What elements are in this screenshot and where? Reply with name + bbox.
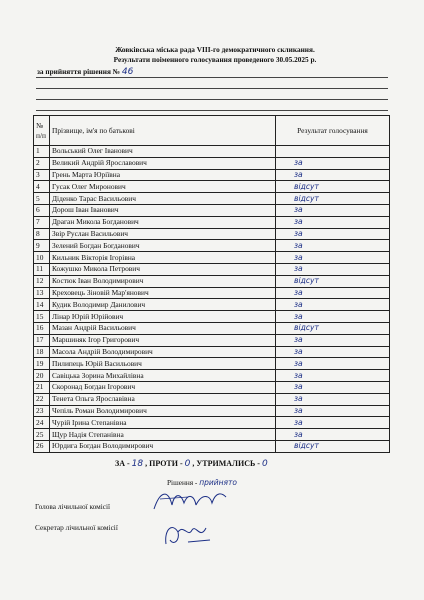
table-row xyxy=(34,311,390,323)
vote-result: за xyxy=(294,158,303,168)
row-number: 19 xyxy=(34,358,50,370)
row-number: 15 xyxy=(34,311,50,323)
vote-result: за xyxy=(294,382,303,392)
table-row xyxy=(34,157,390,169)
table-row xyxy=(34,393,390,405)
deputy-name: Чепіль Роман Володимирович xyxy=(50,405,276,417)
deputy-name: Костюк Іван Володимирович xyxy=(50,275,276,287)
vote-cell xyxy=(276,157,390,169)
table-row xyxy=(34,181,390,193)
row-number: 1 xyxy=(34,146,50,158)
vote-result: за xyxy=(294,299,303,309)
row-number: 3 xyxy=(34,169,50,181)
vote-cell xyxy=(276,181,390,193)
vote-result: за xyxy=(294,335,303,345)
table-row xyxy=(34,440,390,452)
row-number: 7 xyxy=(34,216,50,228)
deputy-name: Тенета Ольга Ярославівна xyxy=(50,393,276,405)
row-number: 6 xyxy=(34,204,50,216)
row-number: 24 xyxy=(34,417,50,429)
za-label: ЗА - xyxy=(115,459,130,468)
row-number: 20 xyxy=(34,370,50,382)
vote-result: відсут xyxy=(294,181,319,191)
chair-signature xyxy=(150,485,230,515)
row-number: 2 xyxy=(34,157,50,169)
vote-cell xyxy=(276,193,390,205)
vote-cell xyxy=(276,216,390,228)
deputy-name: Кильник Вікторія Ігорівна xyxy=(50,252,276,264)
deputy-name: Маршиняк Ігор Григорович xyxy=(50,334,276,346)
vote-cell xyxy=(276,381,390,393)
vote-cell xyxy=(276,299,390,311)
vote-result: за xyxy=(294,205,303,215)
vote-cell xyxy=(276,287,390,299)
blank-line xyxy=(36,88,388,89)
vote-cell xyxy=(276,393,390,405)
vote-cell xyxy=(276,440,390,452)
deputy-name: Кудик Володимир Данилович xyxy=(50,299,276,311)
resolution-label: Рішення - xyxy=(167,478,198,487)
deputy-name: Скоронад Богдан Ігорович xyxy=(50,381,276,393)
row-number: 17 xyxy=(34,334,50,346)
table-row xyxy=(34,429,390,441)
vote-cell xyxy=(276,252,390,264)
deputy-name: Кожушко Микола Петрович xyxy=(50,263,276,275)
col-number-header: № п/п xyxy=(34,116,50,146)
decision-line xyxy=(37,67,133,77)
row-number: 22 xyxy=(34,393,50,405)
vote-result: за xyxy=(294,252,303,262)
vote-cell xyxy=(276,429,390,441)
deputy-name: Драган Микола Богданович xyxy=(50,216,276,228)
vote-result: за xyxy=(294,417,303,427)
deputy-name: Дорош Іван Іванович xyxy=(50,204,276,216)
deputy-name: Зелений Богдан Богданович xyxy=(50,240,276,252)
row-number: 25 xyxy=(34,429,50,441)
vote-table xyxy=(33,115,390,453)
vote-result: за xyxy=(294,240,303,250)
vote-rows xyxy=(34,146,390,453)
vote-cell xyxy=(276,405,390,417)
vote-result: за xyxy=(294,429,303,439)
row-number: 18 xyxy=(34,346,50,358)
vote-cell xyxy=(276,346,390,358)
table-row xyxy=(34,299,390,311)
vote-cell xyxy=(276,334,390,346)
row-number: 16 xyxy=(34,322,50,334)
row-number: 10 xyxy=(34,252,50,264)
decision-underline xyxy=(36,77,388,78)
vote-result: за xyxy=(294,405,303,415)
deputy-name: Юрдига Богдан Володимирович xyxy=(50,440,276,452)
deputy-name: Вольський Олег Іванович xyxy=(50,146,276,158)
chair-signature-label: Голова лічильної комісії xyxy=(35,502,111,511)
deputy-name: Великий Андрій Ярославович xyxy=(50,157,276,169)
table-row xyxy=(34,252,390,264)
row-number: 12 xyxy=(34,275,50,287)
row-number: 21 xyxy=(34,381,50,393)
col-result-header: Результат голосування xyxy=(276,116,390,146)
vote-result: за xyxy=(294,346,303,356)
vote-result: за xyxy=(294,287,303,297)
row-number: 8 xyxy=(34,228,50,240)
proty-label: , ПРОТИ - xyxy=(145,459,183,468)
col-name-header: Прізвище, ім'я по батькові xyxy=(50,116,276,146)
blank-line xyxy=(36,99,388,100)
row-number: 9 xyxy=(34,240,50,252)
secretary-signature-label: Секретар лічильної комісії xyxy=(35,523,118,532)
za-count: 18 xyxy=(131,459,144,469)
table-row xyxy=(34,204,390,216)
vote-cell xyxy=(276,169,390,181)
vote-result: за xyxy=(294,228,303,238)
table-row xyxy=(34,405,390,417)
row-number: 23 xyxy=(34,405,50,417)
row-number: 5 xyxy=(34,193,50,205)
decision-label: за прийняття рішення № xyxy=(37,67,121,76)
table-row xyxy=(34,263,390,275)
blank-line xyxy=(36,110,388,111)
row-number: 26 xyxy=(34,440,50,452)
deputy-name: Щур Надія Степанівна xyxy=(50,429,276,441)
vote-cell xyxy=(276,322,390,334)
vote-results-title: Результати поіменного голосування проведеного 30.05.2025 р. xyxy=(113,55,317,64)
table-row xyxy=(34,146,390,158)
deputy-name: Лінар Юрій Юрійович xyxy=(50,311,276,323)
vote-summary xyxy=(115,459,268,469)
deputy-name: Грень Марта Юріївна xyxy=(50,169,276,181)
proty-count: 0 xyxy=(184,459,191,469)
vote-cell xyxy=(276,417,390,429)
table-row xyxy=(34,216,390,228)
table-row xyxy=(34,322,390,334)
vote-result: за xyxy=(294,370,303,380)
protocol-header xyxy=(20,45,410,65)
vote-result: за xyxy=(294,169,303,179)
secretary-signature xyxy=(158,518,218,550)
council-title: Жовківська міська рада VIII-го демократичного скликання. xyxy=(115,45,315,54)
table-row xyxy=(34,370,390,382)
table-row xyxy=(34,334,390,346)
utr-label: , УТРИМАЛИСЬ - xyxy=(192,459,260,468)
vote-result: за xyxy=(294,217,303,227)
table-row xyxy=(34,417,390,429)
vote-cell xyxy=(276,240,390,252)
vote-result: за xyxy=(294,394,303,404)
deputy-name: Масола Андрій Володимирович xyxy=(50,346,276,358)
table-row xyxy=(34,346,390,358)
resolution-value: прийнято xyxy=(199,478,237,487)
table-row xyxy=(34,287,390,299)
vote-result: відсут xyxy=(294,441,319,451)
vote-cell xyxy=(276,275,390,287)
decision-number: 46 xyxy=(121,67,134,77)
table-row xyxy=(34,169,390,181)
vote-cell xyxy=(276,358,390,370)
table-row xyxy=(34,358,390,370)
row-number: 14 xyxy=(34,299,50,311)
utr-count: 0 xyxy=(261,459,268,469)
vote-result: відсут xyxy=(294,193,319,203)
deputy-name: Креховець Зіновій Мар'янович xyxy=(50,287,276,299)
vote-cell xyxy=(276,146,390,158)
vote-result: за xyxy=(294,311,303,321)
vote-result: за xyxy=(294,264,303,274)
table-row xyxy=(34,275,390,287)
table-header-row xyxy=(34,116,390,146)
table-row xyxy=(34,228,390,240)
deputy-name: Чурій Ірина Степанівна xyxy=(50,417,276,429)
vote-cell xyxy=(276,228,390,240)
vote-result: відсут xyxy=(294,323,319,333)
table-row xyxy=(34,381,390,393)
table-row xyxy=(34,193,390,205)
vote-result: за xyxy=(294,358,303,368)
row-number: 4 xyxy=(34,181,50,193)
deputy-name: Звір Руслан Васильович xyxy=(50,228,276,240)
table-row xyxy=(34,240,390,252)
vote-cell xyxy=(276,204,390,216)
vote-cell xyxy=(276,263,390,275)
vote-result: відсут xyxy=(294,276,319,286)
deputy-name: Пилипець Юрій Васильович xyxy=(50,358,276,370)
deputy-name: Діденко Тарас Васильович xyxy=(50,193,276,205)
vote-cell xyxy=(276,311,390,323)
deputy-name: Савіцька Зорина Михайлівна xyxy=(50,370,276,382)
row-number: 13 xyxy=(34,287,50,299)
row-number: 11 xyxy=(34,263,50,275)
deputy-name: Мазан Андрій Васильович xyxy=(50,322,276,334)
vote-cell xyxy=(276,370,390,382)
deputy-name: Гусак Олег Миронович xyxy=(50,181,276,193)
